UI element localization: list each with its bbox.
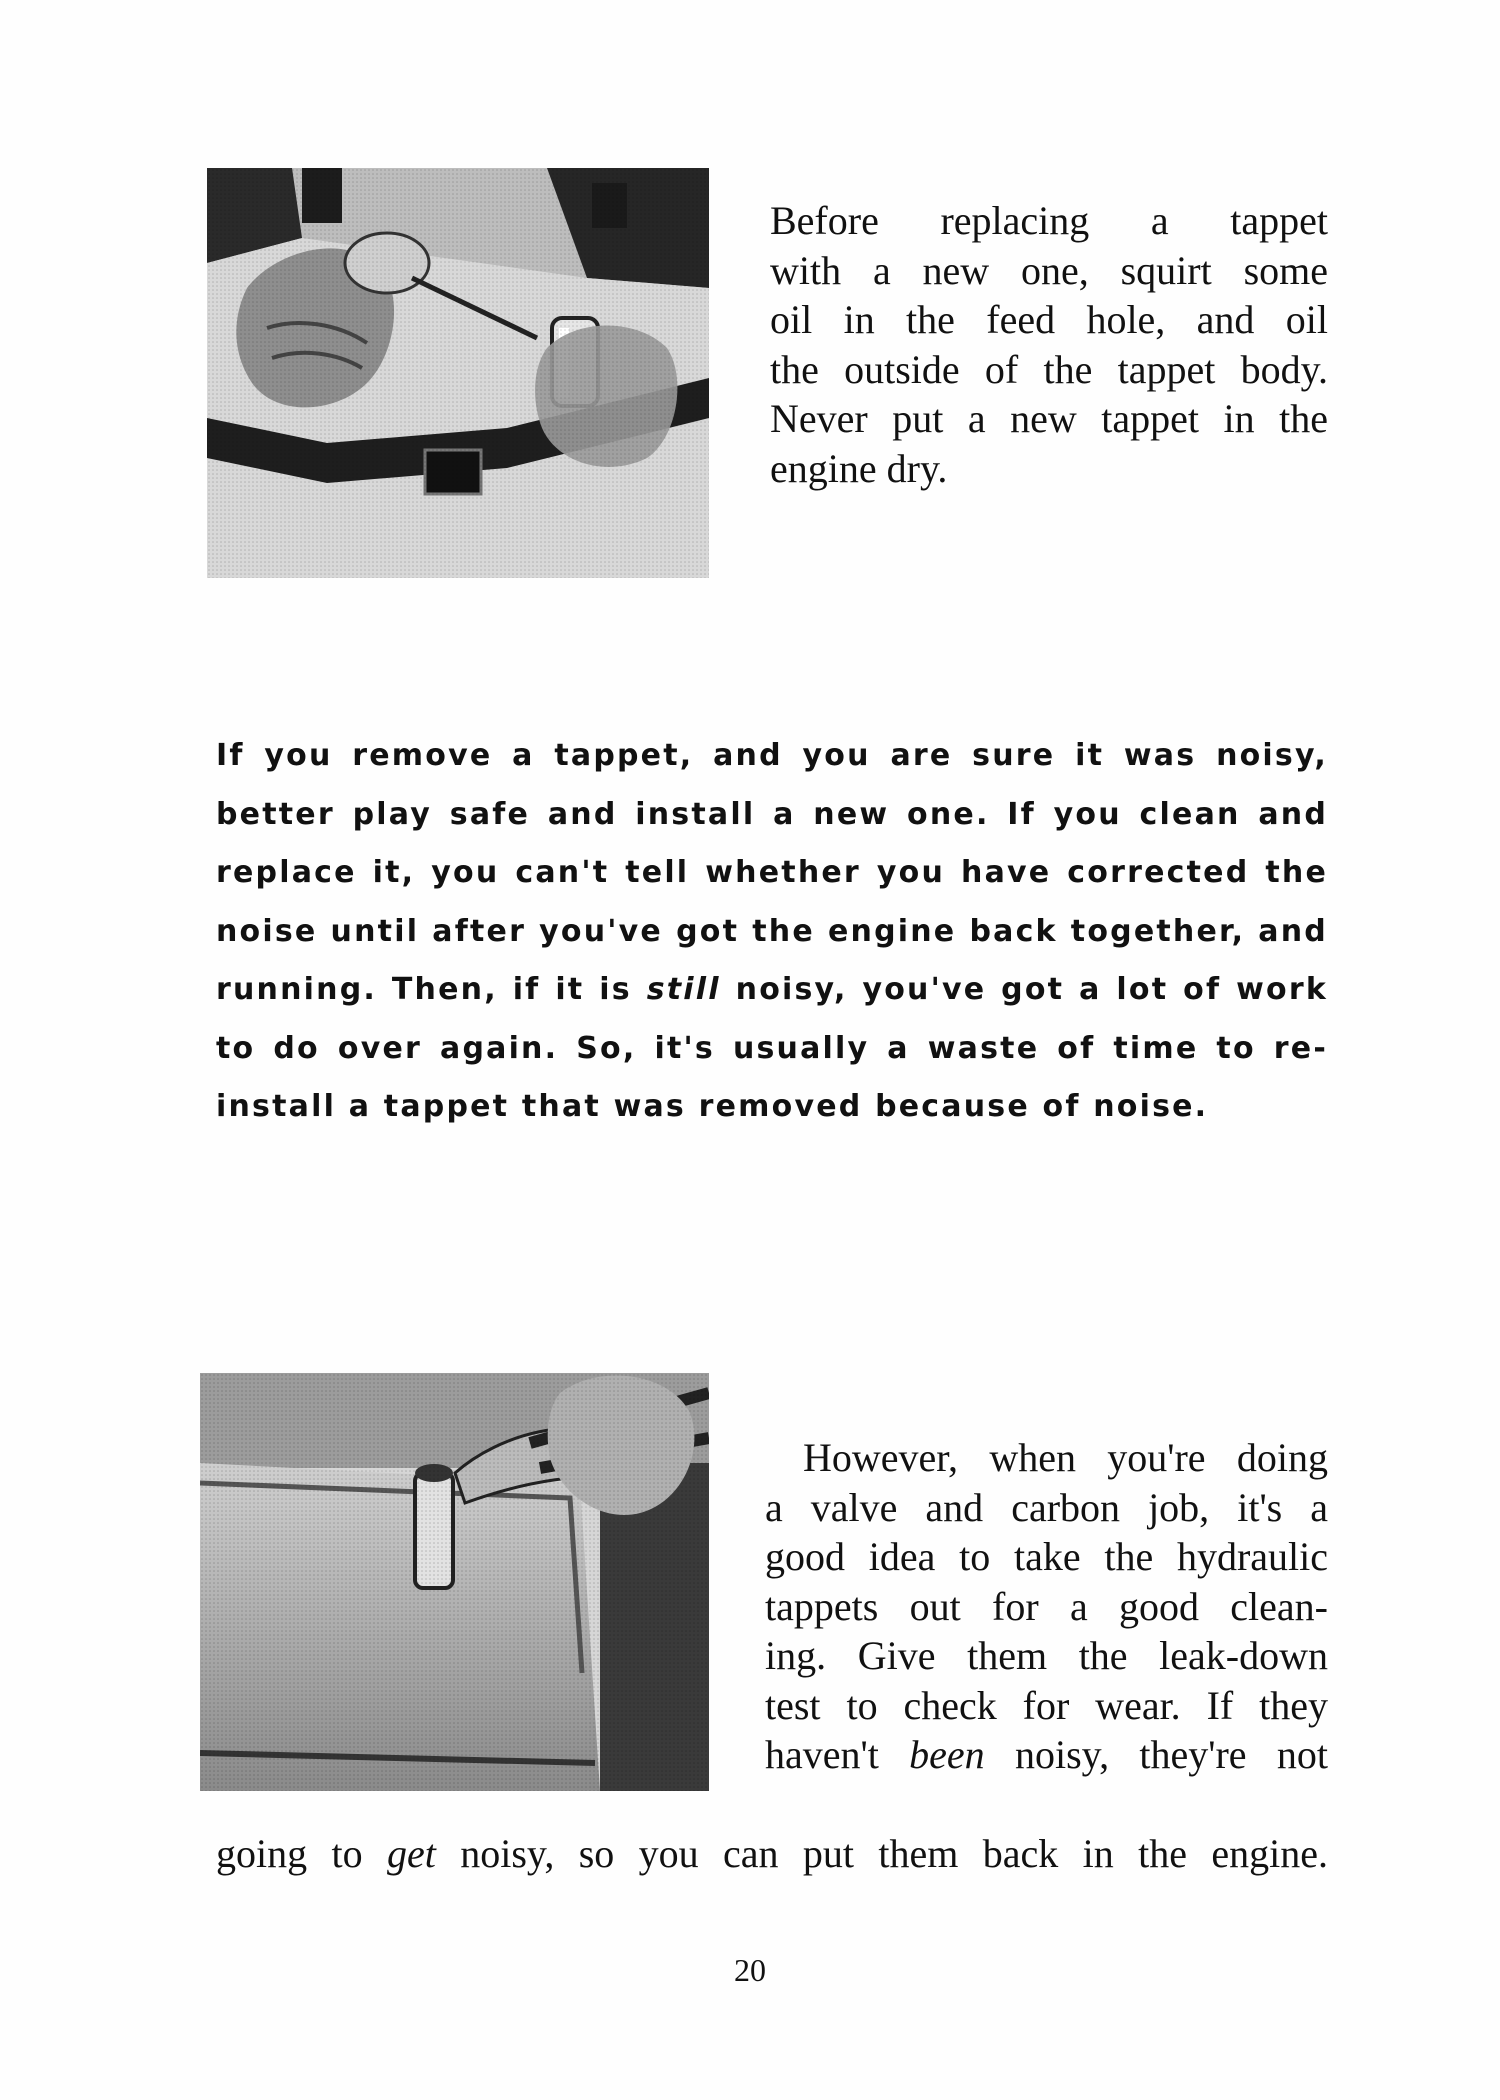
caption-text: noisy, they're not — [984, 1732, 1328, 1777]
caption-top-line: with a new one, squirt some — [770, 247, 1328, 293]
caption-top-line: the outside of the tappet body. — [770, 346, 1328, 392]
caption-text: noisy, so you can put them back in the engine. — [435, 1831, 1328, 1876]
caption-top-line: oil in the feed hole, and oil — [770, 297, 1328, 342]
caption-bottom-side — [765, 1433, 1328, 1780]
caption-bottom-line: However, when you're doing — [803, 1435, 1328, 1480]
body-paragraph — [216, 727, 1328, 1137]
body-line: to do over again. So, it's usually a waste of time to re- — [216, 1030, 1328, 1066]
caption-top — [770, 196, 1328, 493]
caption-bottom-line: test to check for wear. If they — [765, 1682, 1328, 1728]
body-text: running. Then, if it is — [216, 972, 647, 1007]
body-line: better play safe and install a new one. If you clean and — [216, 796, 1328, 832]
caption-bottom-line: ing. Give them the leak-down — [765, 1633, 1328, 1678]
photo-tappets-pliers — [200, 1373, 709, 1791]
body-line: install a tappet that was removed because of noise. — [216, 1089, 1209, 1124]
photo-oiling-tappet — [207, 168, 709, 578]
body-line — [216, 961, 1328, 1020]
caption-bottom-line: tappets out for a good clean- — [765, 1583, 1328, 1629]
caption-top-line: engine dry. — [770, 445, 948, 491]
caption-text: haven't — [765, 1732, 910, 1777]
caption-top-line: Never put a new tappet in the — [770, 396, 1328, 441]
caption-top-line: Before replacing a tappet — [770, 198, 1328, 243]
caption-emphasis: been — [909, 1732, 985, 1777]
body-line: replace it, you can't tell whether you have corrected the — [216, 855, 1328, 890]
caption-bottom-line: good idea to take the hydraulic — [765, 1534, 1328, 1579]
caption-text: going to — [216, 1831, 387, 1876]
body-text: noisy, you've got a lot of work — [720, 972, 1328, 1007]
caption-bottom-line — [216, 1829, 1328, 1879]
caption-bottom-full — [216, 1829, 1328, 1879]
body-line: noise until after you've got the engine back together, and — [216, 913, 1328, 949]
caption-bottom-line: a valve and carbon job, it's a — [765, 1484, 1328, 1530]
photo-tappets-pliers-drawing — [200, 1373, 709, 1791]
photo-oiling-tappet-drawing — [207, 168, 709, 578]
body-line: If you remove a tappet, and you are sure it was noisy, — [216, 738, 1328, 773]
page-number: 20 — [734, 1952, 766, 1988]
caption-emphasis: get — [386, 1831, 436, 1876]
caption-bottom-line — [765, 1730, 1328, 1780]
body-emphasis: still — [646, 972, 721, 1007]
